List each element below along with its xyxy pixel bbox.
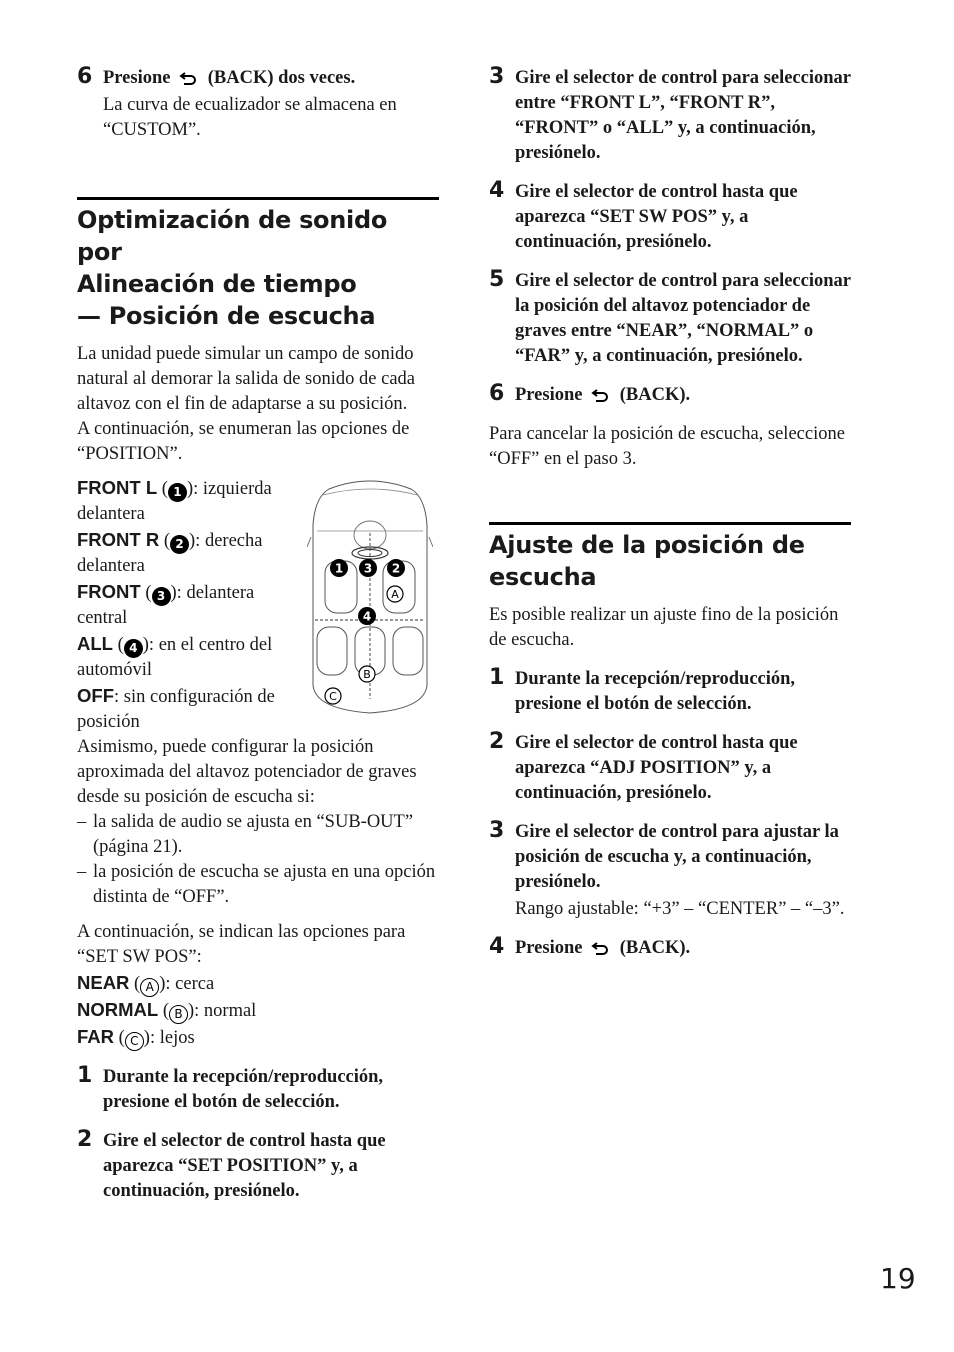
step-text: Durante la recepción/reproducción, presione el botón de selección. <box>515 669 796 714</box>
step-number: 6 <box>489 381 505 406</box>
sw-pos-intro: A continuación, se indican las opciones para “SET SW POS”: <box>77 922 406 967</box>
marker-3: 3 <box>152 587 171 606</box>
position-item: FRONT L ( 1 ): izquierda delantera <box>77 477 272 524</box>
heading-line: Alineación de tiempo <box>77 270 357 298</box>
marker-2: 2 <box>170 535 189 554</box>
position-list <box>77 475 439 735</box>
step-text: Gire el selector de control hasta que aparezca “SET POSITION” y, a continuación, presiónelo. <box>103 1131 386 1201</box>
page-number: 19 <box>880 1262 916 1295</box>
step-6-back <box>489 383 851 408</box>
step-1 <box>77 1065 439 1115</box>
right-column <box>489 66 851 975</box>
svg-text:B: B <box>363 668 371 681</box>
position-item: FRONT R ( 2 ): derecha delantera <box>77 529 263 576</box>
step-text: Presione <box>103 68 171 88</box>
step-text: (BACK). <box>619 938 691 958</box>
condition-item: – la salida de audio se ajusta en “SUB-OUT” (página 21). <box>77 812 414 857</box>
step-4-back <box>489 936 851 961</box>
svg-text:4: 4 <box>362 609 372 624</box>
heading-line: escucha <box>489 563 597 591</box>
step-number: 4 <box>489 934 505 959</box>
svg-text:A: A <box>391 588 399 601</box>
step-4 <box>489 180 851 255</box>
step-note: Rango ajustable: “+3” – “CENTER” – “–3”. <box>515 899 845 919</box>
subwoofer-intro: Asimismo, puede configurar la posición aproximada del altavoz potenciador de graves desde su posición de escucha si: <box>77 737 417 807</box>
step-text: Durante la recepción/reproducción, presione el botón de selección. <box>103 1067 384 1112</box>
step-1 <box>489 667 851 717</box>
step-2 <box>489 731 851 806</box>
intro-paragraph: La unidad puede simular un campo de sonido natural al demorar la salida de sonido de cada altavoz con el fin de adaptarse a su posición. A continuación, se enumeran las opciones de “POSITION”. <box>77 344 415 464</box>
back-icon <box>591 940 611 956</box>
step-number: 6 <box>77 64 93 89</box>
condition-item: – la posición de escucha se ajusta en una opción distinta de “OFF”. <box>77 862 436 907</box>
section-heading <box>489 529 851 593</box>
section-heading <box>77 204 439 332</box>
step-text: Gire el selector de control para ajustar la posición de escucha y, a continuación, presiónelo. <box>515 822 839 892</box>
position-item: FRONT ( 3 ): delantera central <box>77 581 255 628</box>
heading-line: — Posición de escucha <box>77 302 376 330</box>
step-number: 3 <box>489 64 505 89</box>
step-text: Presione <box>515 385 583 405</box>
heading-line: Ajuste de la posición de <box>489 531 805 559</box>
section-rule <box>489 522 851 525</box>
step-text: Gire el selector de control hasta que aparezca “ADJ POSITION” y, a continuación, presiónelo. <box>515 733 798 803</box>
step-text: Gire el selector de control hasta que aparezca “SET SW POS” y, a continuación, presiónelo. <box>515 182 798 252</box>
intro-paragraph: Es posible realizar un ajuste fino de la posición de escucha. <box>489 605 839 650</box>
marker-b: B <box>169 1005 188 1024</box>
position-item: OFF: sin configuración de posición <box>77 685 275 732</box>
step-2 <box>77 1129 439 1204</box>
step-number: 2 <box>489 729 505 754</box>
step-text: Presione <box>515 938 583 958</box>
step-number: 5 <box>489 267 505 292</box>
left-column <box>77 66 439 1218</box>
step-number: 4 <box>489 178 505 203</box>
step-text: Gire el selector de control para seleccionar entre “FRONT L”, “FRONT R”, “FRONT” o “ALL” y, a continuación, presiónelo. <box>515 68 851 163</box>
position-item: ALL ( 4 ): en el centro del automóvil <box>77 633 273 680</box>
step-number: 3 <box>489 818 505 843</box>
cancel-note: Para cancelar la posición de escucha, seleccione “OFF” en el paso 3. <box>489 424 845 469</box>
step-note: La curva de ecualizador se almacena en “CUSTOM”. <box>103 95 397 140</box>
marker-1: 1 <box>168 483 187 502</box>
step-number: 1 <box>489 665 505 690</box>
step-5 <box>489 269 851 369</box>
step-text: Gire el selector de control para seleccionar la posición del altavoz potenciador de graves entre “NEAR”, “NORMAL” o “FAR” y, a continuación, presiónelo. <box>515 271 851 366</box>
step-number: 1 <box>77 1063 93 1088</box>
sw-option-far: FAR ( C ): lejos <box>77 1024 439 1051</box>
svg-text:C: C <box>329 690 337 703</box>
sw-option-normal: NORMAL ( B ): normal <box>77 997 439 1024</box>
step-3 <box>489 820 851 922</box>
marker-c: C <box>125 1032 144 1051</box>
section-rule <box>77 197 439 200</box>
back-icon <box>591 387 611 403</box>
marker-a: A <box>140 978 159 997</box>
svg-text:1: 1 <box>334 561 344 576</box>
sw-option-near: NEAR ( A ): cerca <box>77 970 439 997</box>
svg-text:3: 3 <box>363 561 373 576</box>
car-seating-diagram <box>307 475 433 715</box>
svg-text:2: 2 <box>391 561 401 576</box>
step-text: (BACK) dos veces. <box>207 68 356 88</box>
step-text: (BACK). <box>619 385 691 405</box>
back-icon <box>179 70 199 86</box>
marker-4: 4 <box>124 639 143 658</box>
step-6-back-twice <box>77 66 439 143</box>
heading-line: Optimización de sonido por <box>77 206 388 266</box>
step-number: 2 <box>77 1127 93 1152</box>
step-3 <box>489 66 851 166</box>
